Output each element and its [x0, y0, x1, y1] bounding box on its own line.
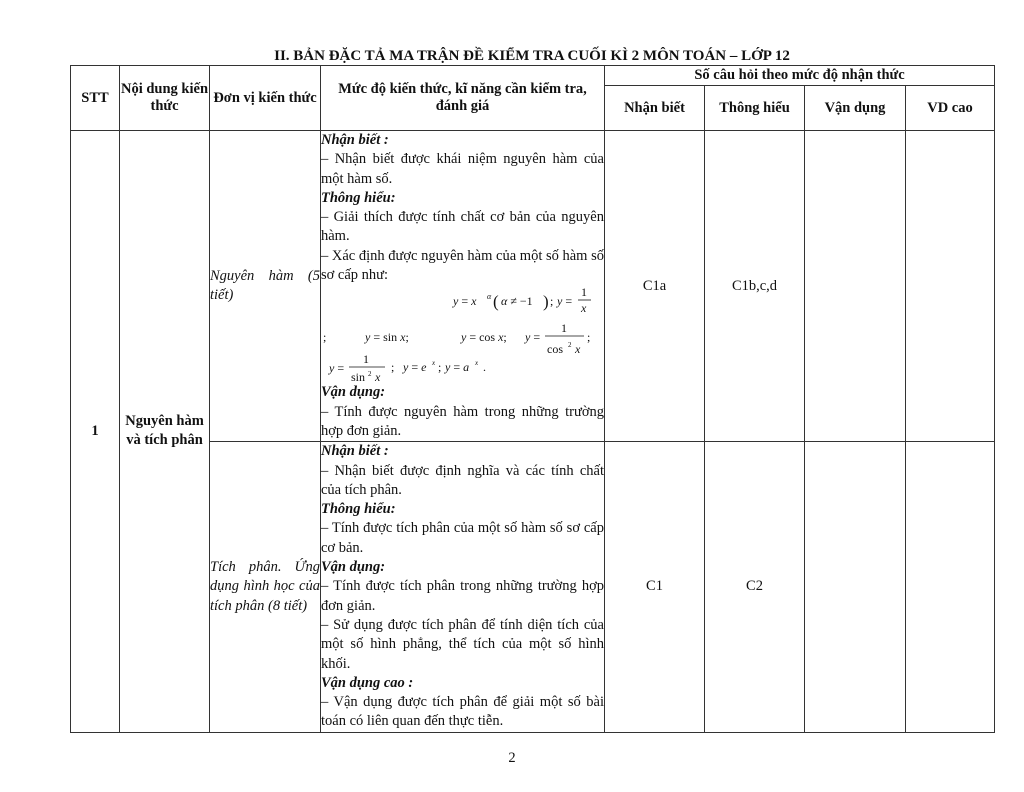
recognize-heading: Nhận biết :	[321, 132, 389, 148]
svg-text:2: 2	[568, 341, 572, 350]
svg-text:y = x: y = x	[453, 294, 477, 309]
cell-apply	[805, 442, 906, 732]
svg-text:x: x	[575, 342, 581, 357]
specification-matrix-table	[70, 65, 995, 733]
cell-understand: C1b,c,d	[705, 131, 805, 442]
svg-text:;: ;	[323, 330, 327, 345]
svg-text:α: α	[487, 292, 492, 302]
cell-high-apply	[906, 442, 995, 732]
unit-description	[321, 131, 605, 442]
svg-text:y = e: y = e	[403, 360, 427, 375]
description-item: – Sử dụng được tích phân để tính diện tích của một số hình phẳng, thể tích của một số hình khối.	[321, 616, 604, 672]
table-row	[71, 131, 995, 442]
header-stt: STT	[71, 66, 120, 131]
svg-text:x: x	[581, 301, 587, 316]
svg-text:sin: sin	[351, 370, 366, 384]
svg-text:;: ;	[550, 294, 554, 309]
header-row-1	[71, 66, 995, 86]
svg-text:1: 1	[561, 321, 567, 336]
header-understand: Thông hiểu	[705, 86, 805, 131]
header-high-apply: VD cao	[906, 86, 995, 131]
apply-heading: Vận dụng:	[321, 559, 386, 576]
cell-recognize: C1a	[605, 131, 705, 442]
svg-text:y = a: y = a	[445, 360, 470, 375]
svg-text:;: ;	[391, 360, 395, 375]
topic-content: Nguyên hàm và tích phân	[120, 131, 210, 733]
svg-text:y =: y =	[329, 361, 345, 376]
description-item: – Nhận biết được định nghĩa và các tính chất của tích phân.	[321, 462, 604, 498]
header-question-group: Số câu hỏi theo mức độ nhận thức	[605, 66, 995, 86]
description-item: – Tính được nguyên hàm trong những trường hợp đơn giản.	[321, 403, 604, 439]
high-apply-heading: Vận dụng cao :	[321, 674, 414, 691]
header-level-line2: đánh giá	[435, 98, 490, 114]
svg-text:y = sin x;: y = sin x;	[365, 330, 409, 345]
understand-heading: Thông hiểu:	[321, 189, 396, 206]
formula-image	[321, 285, 593, 383]
header-content: Nội dung kiến thức	[120, 66, 210, 131]
cell-high-apply	[906, 131, 995, 442]
svg-text:1: 1	[363, 352, 369, 367]
cell-recognize: C1	[605, 442, 705, 732]
header-level-line1: Mức độ kiến thức, kĩ năng cần kiểm tra,	[338, 81, 587, 97]
svg-text:y =: y =	[525, 330, 541, 345]
description-item: – Giải thích được tính chất cơ bản của nguyên hàm.	[321, 209, 604, 245]
topic-stt: 1	[71, 131, 120, 733]
description-item: – Tính được tích phân của một số hàm số sơ cấp cơ bản.	[321, 520, 604, 556]
svg-text:;: ;	[587, 330, 591, 345]
unit-name: Nguyên hàm (5 tiết)	[210, 131, 321, 442]
header-unit: Đơn vị kiến thức	[210, 66, 321, 131]
svg-text:cos: cos	[547, 342, 563, 357]
svg-text:;: ;	[438, 360, 442, 375]
unit-name: Tích phân. Ứng dụng hình học của tích phân (8 tiết)	[210, 442, 321, 732]
svg-text:α ≠ −1: α ≠ −1	[501, 294, 533, 309]
svg-text:x: x	[375, 370, 381, 384]
description-item: – Nhận biết được khái niệm nguyên hàm của một hàm số.	[321, 151, 604, 187]
header-recognize: Nhận biết	[605, 86, 705, 131]
unit-description	[321, 442, 605, 732]
svg-text:x: x	[432, 359, 436, 368]
svg-text:2: 2	[368, 370, 372, 379]
svg-text:(: (	[493, 292, 499, 312]
page-number: 2	[508, 750, 516, 766]
svg-text:): )	[543, 292, 549, 312]
understand-heading: Thông hiểu:	[321, 501, 396, 518]
svg-text:x: x	[475, 359, 479, 368]
svg-text:y = cos x;: y = cos x;	[461, 330, 507, 345]
table-row	[71, 442, 995, 732]
svg-text:1: 1	[581, 285, 587, 300]
header-level	[321, 66, 605, 131]
svg-text:y =: y =	[557, 294, 573, 309]
cell-apply	[805, 131, 906, 442]
description-item: – Tính được tích phân trong những trường hợp đơn giản.	[321, 578, 604, 614]
header-apply: Vận dụng	[805, 86, 906, 131]
cell-understand: C2	[705, 442, 805, 732]
recognize-heading: Nhận biết :	[321, 443, 389, 460]
document-title: II. BẢN ĐẶC TẢ MA TRẬN ĐỀ KIỂM TRA CUỐI KÌ 2 MÔN TOÁN – LỚP 12	[274, 48, 790, 64]
description-item: – Xác định được nguyên hàm của một số hàm số sơ cấp như:	[321, 247, 604, 284]
description-item: – Vận dụng được tích phân để giải một số bài toán có liên quan đến thực tiễn.	[321, 694, 604, 730]
apply-heading: Vận dụng:	[321, 384, 386, 401]
svg-text:.: .	[483, 360, 486, 375]
